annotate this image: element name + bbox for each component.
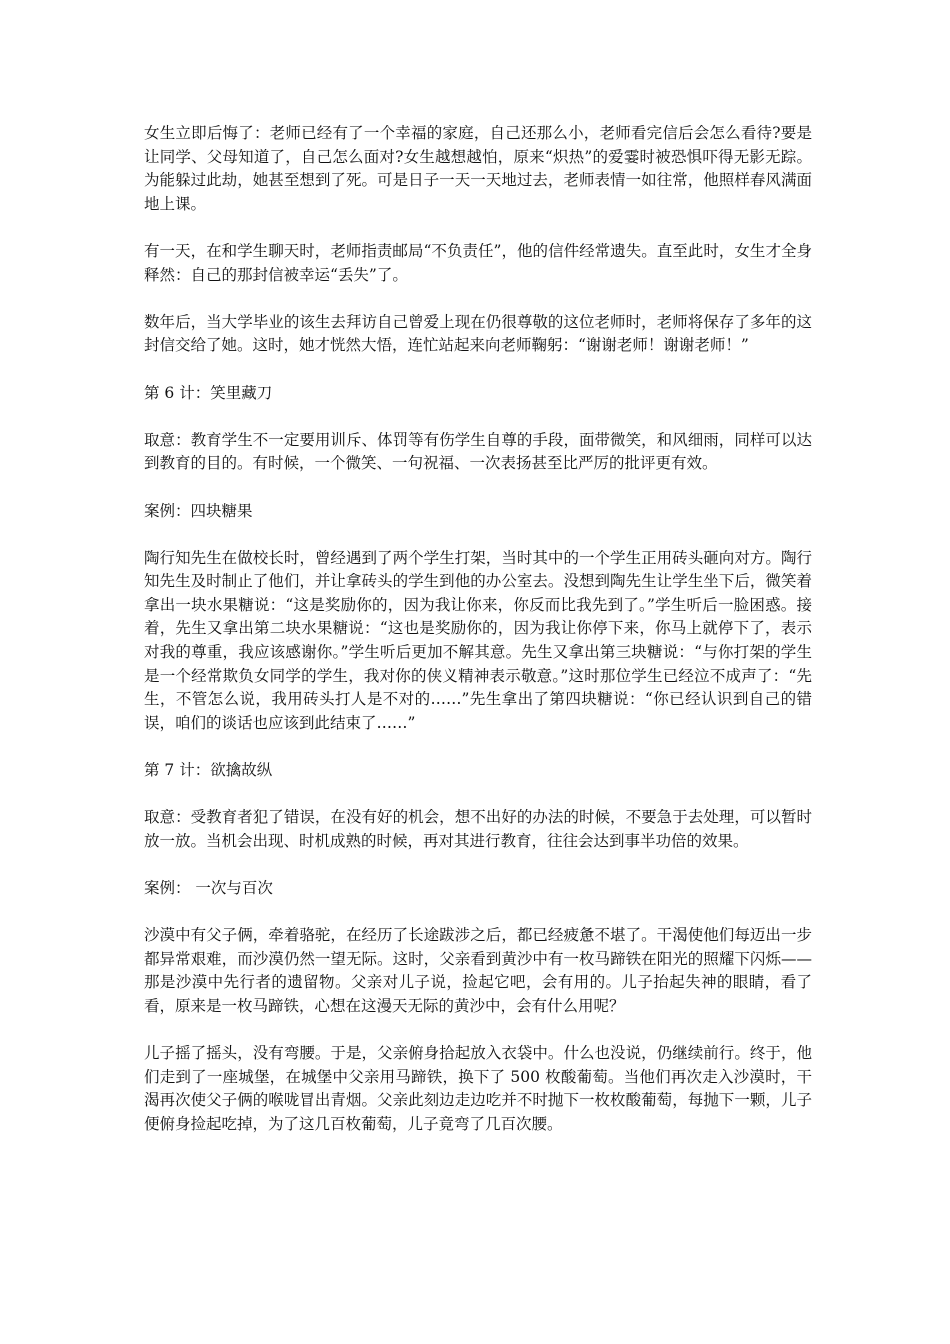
paragraph-years-later: 数年后，当大学毕业的该生去拜访自己曾爱上现在仍很尊敬的这位老师时，老师将保存了多年的这封信交给了她。这时，她才恍然大悟，连忙站起来向老师鞠躬：“谢谢老师！谢谢老师！” [144,312,812,355]
paragraph-four-candies: 陶行知先生在做校长时，曾经遇到了两个学生打架，当时其中的一个学生正用砖头砸向对方。陶行知先生及时制止了他们，并让拿砖头的学生到他的办公室去。没想到陶先生让学生坐下后，微笑着拿出一块水果糖说：“这是奖励你的，因为我让你来，你反而比我先到了。”学生听后一脸困惑。接着，先生又拿出第二块水果糖说：“这也是奖励你的，因为我让你停下来，你马上就停下了，表示对我的尊重，我应该感谢你。”学生听后更加不解其意。先生又拿出第三块糖说：“与你打架的学生是一个经常欺负女同学的学生，我对你的侠义精神表示敬意。”这时那位学生已经泣不成声了：“先生，不管怎么说，我用砖头打人是不对的……”先生拿出了第四块糖说：“你已经认识到自己的错误，咱们的谈话也应该到此结束了……” [144,548,812,732]
case-heading-candies: 案例：四块糖果 [144,501,253,520]
paragraph-horseshoe: 儿子摇了摇头，没有弯腰。于是，父亲俯身拾起放入衣袋中。什么也没说，仍继续前行。终于，他们走到了一座城堡，在城堡中父亲用马蹄铁，换下了 500 枚酸葡萄。当他们再次走入沙漠时，干渴再次使父子俩的喉咙冒出青烟。父亲此刻边走边吃并不时抛下一枚枚酸葡萄，每抛下一颗，儿子便俯身捡起吃掉，为了这几百枚葡萄，儿子竟弯了几百次腰。 [144,1044,812,1133]
section-heading-7: 第 7 计：欲擒故纵 [144,761,273,780]
section-heading-6: 第 6 计：笑里藏刀 [144,383,273,402]
paragraph-lost-letter: 有一天，在和学生聊天时，老师指责邮局“不负责任”，他的信件经常遗失。直至此时，女生才全身释然：自己的那封信被幸运“丢失”了。 [144,241,812,284]
document-body [144,122,812,1137]
case-heading-hundred: 案例： 一次与百次 [144,879,273,897]
paragraph-meaning-6: 取意：教育学生不一定要用训斥、体罚等有伤学生自尊的手段，面带微笑，和风细雨，同样可以达到教育的目的。有时候，一个微笑、一句祝福、一次表扬甚至比严厉的批评更有效。 [144,430,812,473]
paragraph-desert: 沙漠中有父子俩，牵着骆驼，在经历了长途跋涉之后，都已经疲惫不堪了。干渴使他们每迈出一步都异常艰难，而沙漠仍然一望无际。这时，父亲看到黄沙中有一枚马蹄铁在阳光的照耀下闪烁——那是沙漠中先行者的遗留物。父亲对儿子说，捡起它吧，会有用的。儿子抬起失神的眼睛，看了看，原来是一枚马蹄铁，心想在这漫天无际的黄沙中，会有什么用呢？ [144,926,812,1015]
paragraph-regret: 女生立即后悔了：老师已经有了一个幸福的家庭，自己还那么小，老师看完信后会怎么看待?要是让同学、父母知道了，自己怎么面对?女生越想越怕，原来“炽热”的爱霎时被恐惧吓得无影无踪。为能躲过此劫，她甚至想到了死。可是日子一天一天地过去，老师表情一如往常，他照样春风满面地上课。 [144,124,812,213]
paragraph-meaning-7: 取意：受教育者犯了错误，在没有好的机会，想不出好的办法的时候，不要急于去处理，可以暂时放一放。当机会出现、时机成熟的时候，再对其进行教育，往往会达到事半功倍的效果。 [144,808,812,850]
